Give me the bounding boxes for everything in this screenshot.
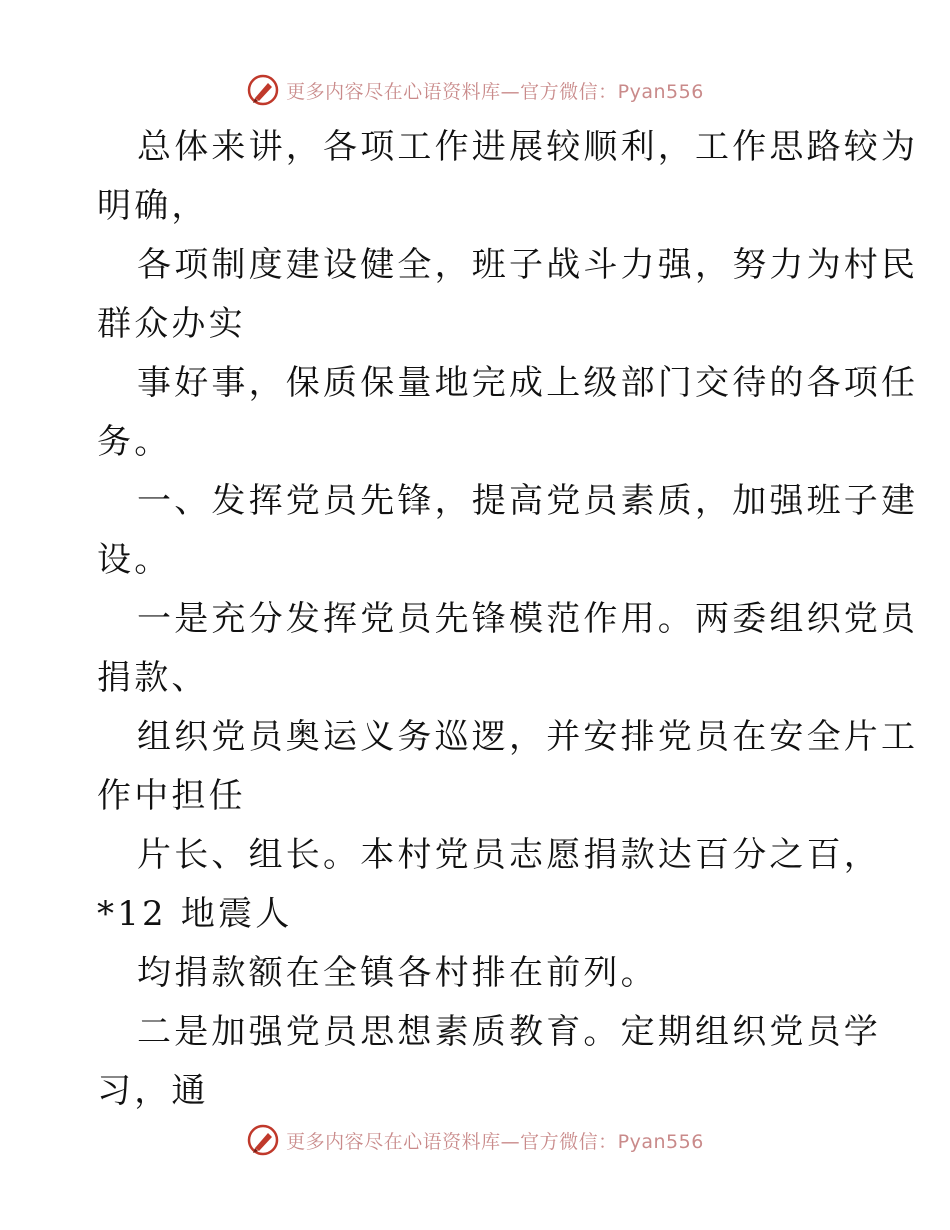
paragraph [97,354,919,472]
paragraph-line: 群众办实 [97,304,246,344]
footer-watermark [0,1120,950,1160]
watermark-text: 更多内容尽在心语资料库—官方微信：Pyan556 [286,1130,704,1153]
paragraph-line: 务。 [97,422,172,462]
paragraph-line: 一、发挥党员先锋，提高党员素质，加强班子建 [137,481,919,521]
paragraph-line: *12 地震人 [97,894,293,934]
paragraph-line: 各项制度建设健全，班子战斗力强，努力为村民 [137,245,919,285]
paragraph [97,1003,881,1121]
paragraph-line: 一是充分发挥党员先锋模范作用。两委组织党员 [137,599,919,639]
pen-logo-icon [246,73,280,107]
document-body [97,118,919,1121]
paragraph-line: 作中担任 [97,776,246,816]
pen-logo-icon [246,1123,280,1157]
paragraph-line: 事好事，保质保量地完成上级部门交待的各项任 [137,363,919,403]
paragraph [97,708,919,826]
paragraph [97,944,857,1003]
paragraph-line: 均捐款额在全镇各村排在前列。 [137,953,658,993]
paragraph-line: 明确， [97,186,209,226]
paragraph-line: 习，通 [97,1071,209,1111]
paragraph [97,118,919,236]
paragraph [97,590,919,708]
paragraph-line: 组织党员奥运义务巡逻，并安排党员在安全片工 [137,717,919,757]
paragraph-line: 设。 [97,540,172,580]
paragraph [97,236,919,354]
watermark-text: 更多内容尽在心语资料库—官方微信：Pyan556 [286,80,704,103]
paragraph-line: 总体来讲，各项工作进展较顺利，工作思路较为 [137,127,919,167]
paragraph-line: 片长、组长。本村党员志愿捐款达百分之百， [137,835,881,875]
header-watermark [0,70,950,110]
paragraph [97,826,881,944]
section-heading [97,472,919,590]
paragraph-line: 二是加强党员思想素质教育。定期组织党员学 [137,1012,881,1052]
paragraph-line: 捐款、 [97,658,209,698]
